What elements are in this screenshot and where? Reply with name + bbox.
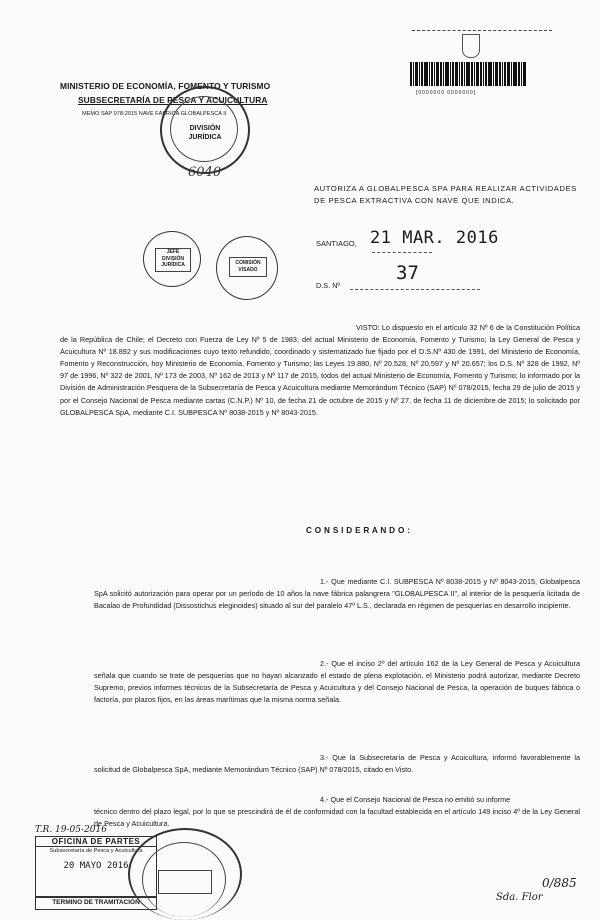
oficina-date: 20 MAYO 2016	[63, 861, 129, 871]
stamp-juridica: JURÍDICA	[161, 262, 185, 268]
considerando-4-start: 4.- Que el Consejo Nacional de Pesca no emitió su informe	[320, 795, 511, 804]
ministry-line: MINISTERIO DE ECONOMÍA, FOMENTO Y TURISMO	[60, 81, 271, 91]
registry-block	[402, 30, 562, 104]
handwritten-number: 6040	[188, 165, 222, 180]
oficina-subsecretaria: Subsecretaría de Pesca y Acuicultura	[49, 848, 143, 854]
termino-tramitacion: TERMINO DE TRAMITACIÓN	[35, 896, 157, 910]
jefe-division-stamp	[143, 231, 201, 287]
decree-subject: AUTORIZA A GLOBALPESCA SPA PARA REALIZAR ACTIVIDADES DE PESCA EXTRACTIVA CON NAVE QUE INDICA.	[314, 184, 577, 206]
seal-division-label: DIVISIÓN	[189, 125, 221, 132]
barcode	[410, 62, 550, 86]
stamp-visado: VISADO	[238, 266, 258, 273]
stamp-comision: COMISIÓN	[235, 260, 261, 266]
stamp-jefe: JEFE	[166, 249, 180, 255]
considerando-4-continued: técnico dentro del plazo legal, por lo que se prescindirá de él de conformidad con la facultad establecida en el artículo 149 inciso 4º de la Ley General de Pesca y Acuicultura.	[94, 807, 580, 829]
date-underline	[372, 252, 432, 253]
decree-number-label: D.S. Nº	[316, 281, 341, 290]
considerando-title: C O N S I D E R A N D O :	[306, 526, 411, 535]
seal-juridica-label: JURÍDICA	[188, 134, 222, 141]
decree-number: 37	[396, 262, 419, 284]
ministry-round-stamp	[128, 828, 242, 920]
decree-date: 21 MAR. 2016	[370, 228, 499, 248]
santiago-label: SANTIAGO,	[316, 239, 357, 248]
visto-paragraph: VISTO: Lo dispuesto en el artículo 32 Nº 6 de la Constitución Política de la República de Chile; el Decreto con Fuerza de Ley Nº 5 de 1983, del actual Ministerio de Economía, Fomento y Turismo; la Ley General de Pesca y Acuicultura Nº 18.892 y sus modificaciones cuyo texto refundido, coordinado y sistematizado fue fijado por el D.S.Nº 430 de 1991, del Ministerio de Economía, Fomento y Reconstrucción, hoy Ministerio de Economía, Fomento y Turismo; las Leyes 19.880, Nº 20.528, Nº 20.597 y Nº 20.657; los D.S. Nº 328 de 1992, Nº 97 de 1996, Nº 322 de 2001, Nº 173 de 2003, Nº 162 de 2013 y Nº 117 de 2015, todos del actual Ministerio de Economía, Fomento y Turismo; lo informado por la División de Administración Pesquera de la Subsecretaría de Pesca y Acuicultura mediante Memorándum Técnico (SAP) Nº 078/2015, fecha 29 de julio de 2015 y por el Consejo Nacional de Pesca mediante cartas (C.N.P.) Nº 10, de fecha 21 de octubre de 2015 y Nº 27, de fecha 11 de diciembre de 2015; lo solicitado por GLOBALPESCA SpA, mediante C.I. SUBPESCA Nº 8038-2015 y Nº 8043-2015.	[60, 323, 580, 417]
subsecretaria-line: SUBSECRETARÍA DE PESCA Y ACUICULTURA	[78, 95, 268, 105]
division-juridica-seal	[160, 86, 250, 174]
stamp-division: DIVISIÓN	[162, 255, 184, 262]
memo-reference: MEMO SAP 078-2015 NAVE FÁBRICA GLOBALPESCA II	[82, 111, 227, 117]
handwritten-tr-date: T.R. 19-05-2016	[35, 825, 107, 835]
considerando-2: 2.- Que el inciso 2º del artículo 162 de la Ley General de Pesca y Acuicultura señala que cuando se trate de pesquerías que no hayan alcanzado el estado de plena explotación, el Ministerio podrá autorizar, mediante Decreto Supremo, previos informes técnicos de la Subsecretaría de Pesca y Acuicultura y del Consejo Nacional de Pesca, la operación de buques fábrica o factoría, por plazos fijos, en las áreas marítimas que la misma norma señala.	[94, 659, 580, 705]
chile-crest-icon	[462, 34, 480, 58]
considerando-1: 1.- Que mediante C.I. SUBPESCA Nº 8038-2015 y Nº 8043-2015, Globalpesca SpA solicitó autorización para operar por un período de 10 años la nave fábrica palangrera "GLOBALPESCA II", al interior de la pesquería licitada de Bacalao de Profundidad (Dissostichus eleginoides) situado al sur del paralelo 47º L.S., declarada en régimen de pesquerías en desarrollo incipiente.	[94, 577, 580, 611]
decree-number-line	[350, 289, 480, 290]
page-mark: 0/885	[542, 876, 577, 890]
considerando-3: 3.- Que la Subsecretaría de Pesca y Acuicultura, informó favorablemente la solicitud de Globalpesca SpA, mediante Memorándum Técnico (SAP) Nº 078/2015, citado en Visto.	[94, 753, 580, 775]
barcode-caption: [0000000 0000000]	[416, 90, 477, 96]
handwritten-signature: Sda. Flor	[496, 892, 543, 903]
comision-visado-stamp	[216, 236, 278, 300]
oficina-partes-label: OFICINA DE PARTES	[36, 837, 156, 847]
